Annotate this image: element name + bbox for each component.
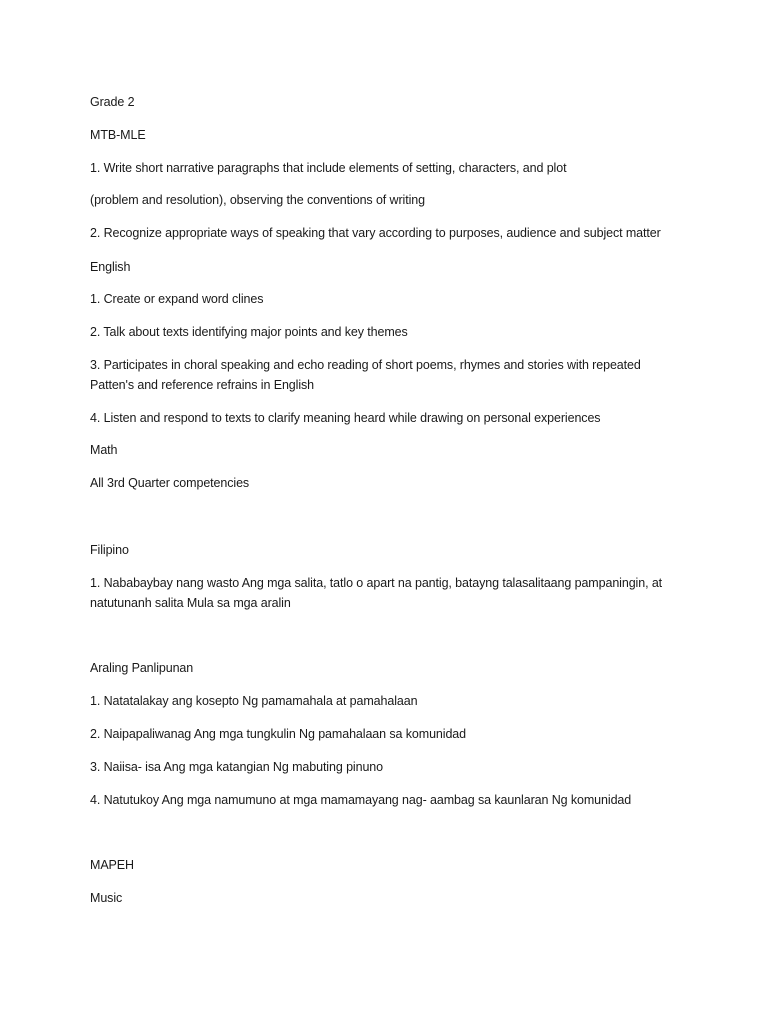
ap-item-2: 2. Naipapaliwanag Ang mga tungkulin Ng pamahalaan sa komunidad: [90, 727, 467, 741]
math-item-1: All 3rd Quarter competencies: [90, 476, 250, 490]
ap-item-3: 3. Naiisa- isa Ang mga katangian Ng mabuting pinuno: [90, 760, 384, 774]
english-heading: English: [90, 260, 131, 274]
grade-heading: Grade 2: [90, 95, 135, 109]
english-item-2: 2. Talk about texts identifying major points and key themes: [90, 325, 408, 339]
mapeh-music-subheading: Music: [90, 891, 123, 905]
filipino-item-1-line-1: 1. Nababaybay nang wasto Ang mga salita, tatlo o apart na pantig, batayng talasalitaang pampaningin, at: [90, 576, 663, 590]
mtb-mle-heading: MTB-MLE: [90, 128, 146, 142]
english-item-3-line-1: 3. Participates in choral speaking and echo reading of short poems, rhymes and stories with repeated: [90, 358, 641, 372]
ap-item-1: 1. Natatalakay ang kosepto Ng pamamahala at pamahalaan: [90, 694, 418, 708]
english-item-4: 4. Listen and respond to texts to clarify meaning heard while drawing on personal experiences: [90, 411, 601, 425]
english-item-3-line-2: Patten's and reference refrains in English: [90, 378, 315, 392]
filipino-item-1-line-2: natutunanh salita Mula sa mga aralin: [90, 596, 291, 610]
mtb-item-2: 2. Recognize appropriate ways of speaking that vary according to purposes, audience and subject matter: [90, 226, 661, 240]
english-item-1: 1. Create or expand word clines: [90, 292, 264, 306]
ap-item-4: 4. Natutukoy Ang mga namumuno at mga mamamayang nag- aambag sa kaunlaran Ng komunidad: [90, 793, 632, 807]
math-heading: Math: [90, 443, 118, 457]
filipino-heading: Filipino: [90, 543, 129, 557]
araling-panlipunan-heading: Araling Panlipunan: [90, 661, 194, 675]
mapeh-heading: MAPEH: [90, 858, 134, 872]
mtb-item-1-line-1: 1. Write short narrative paragraphs that include elements of setting, characters, and plot: [90, 161, 567, 175]
mtb-item-1-line-2: (problem and resolution), observing the conventions of writing: [90, 193, 425, 207]
